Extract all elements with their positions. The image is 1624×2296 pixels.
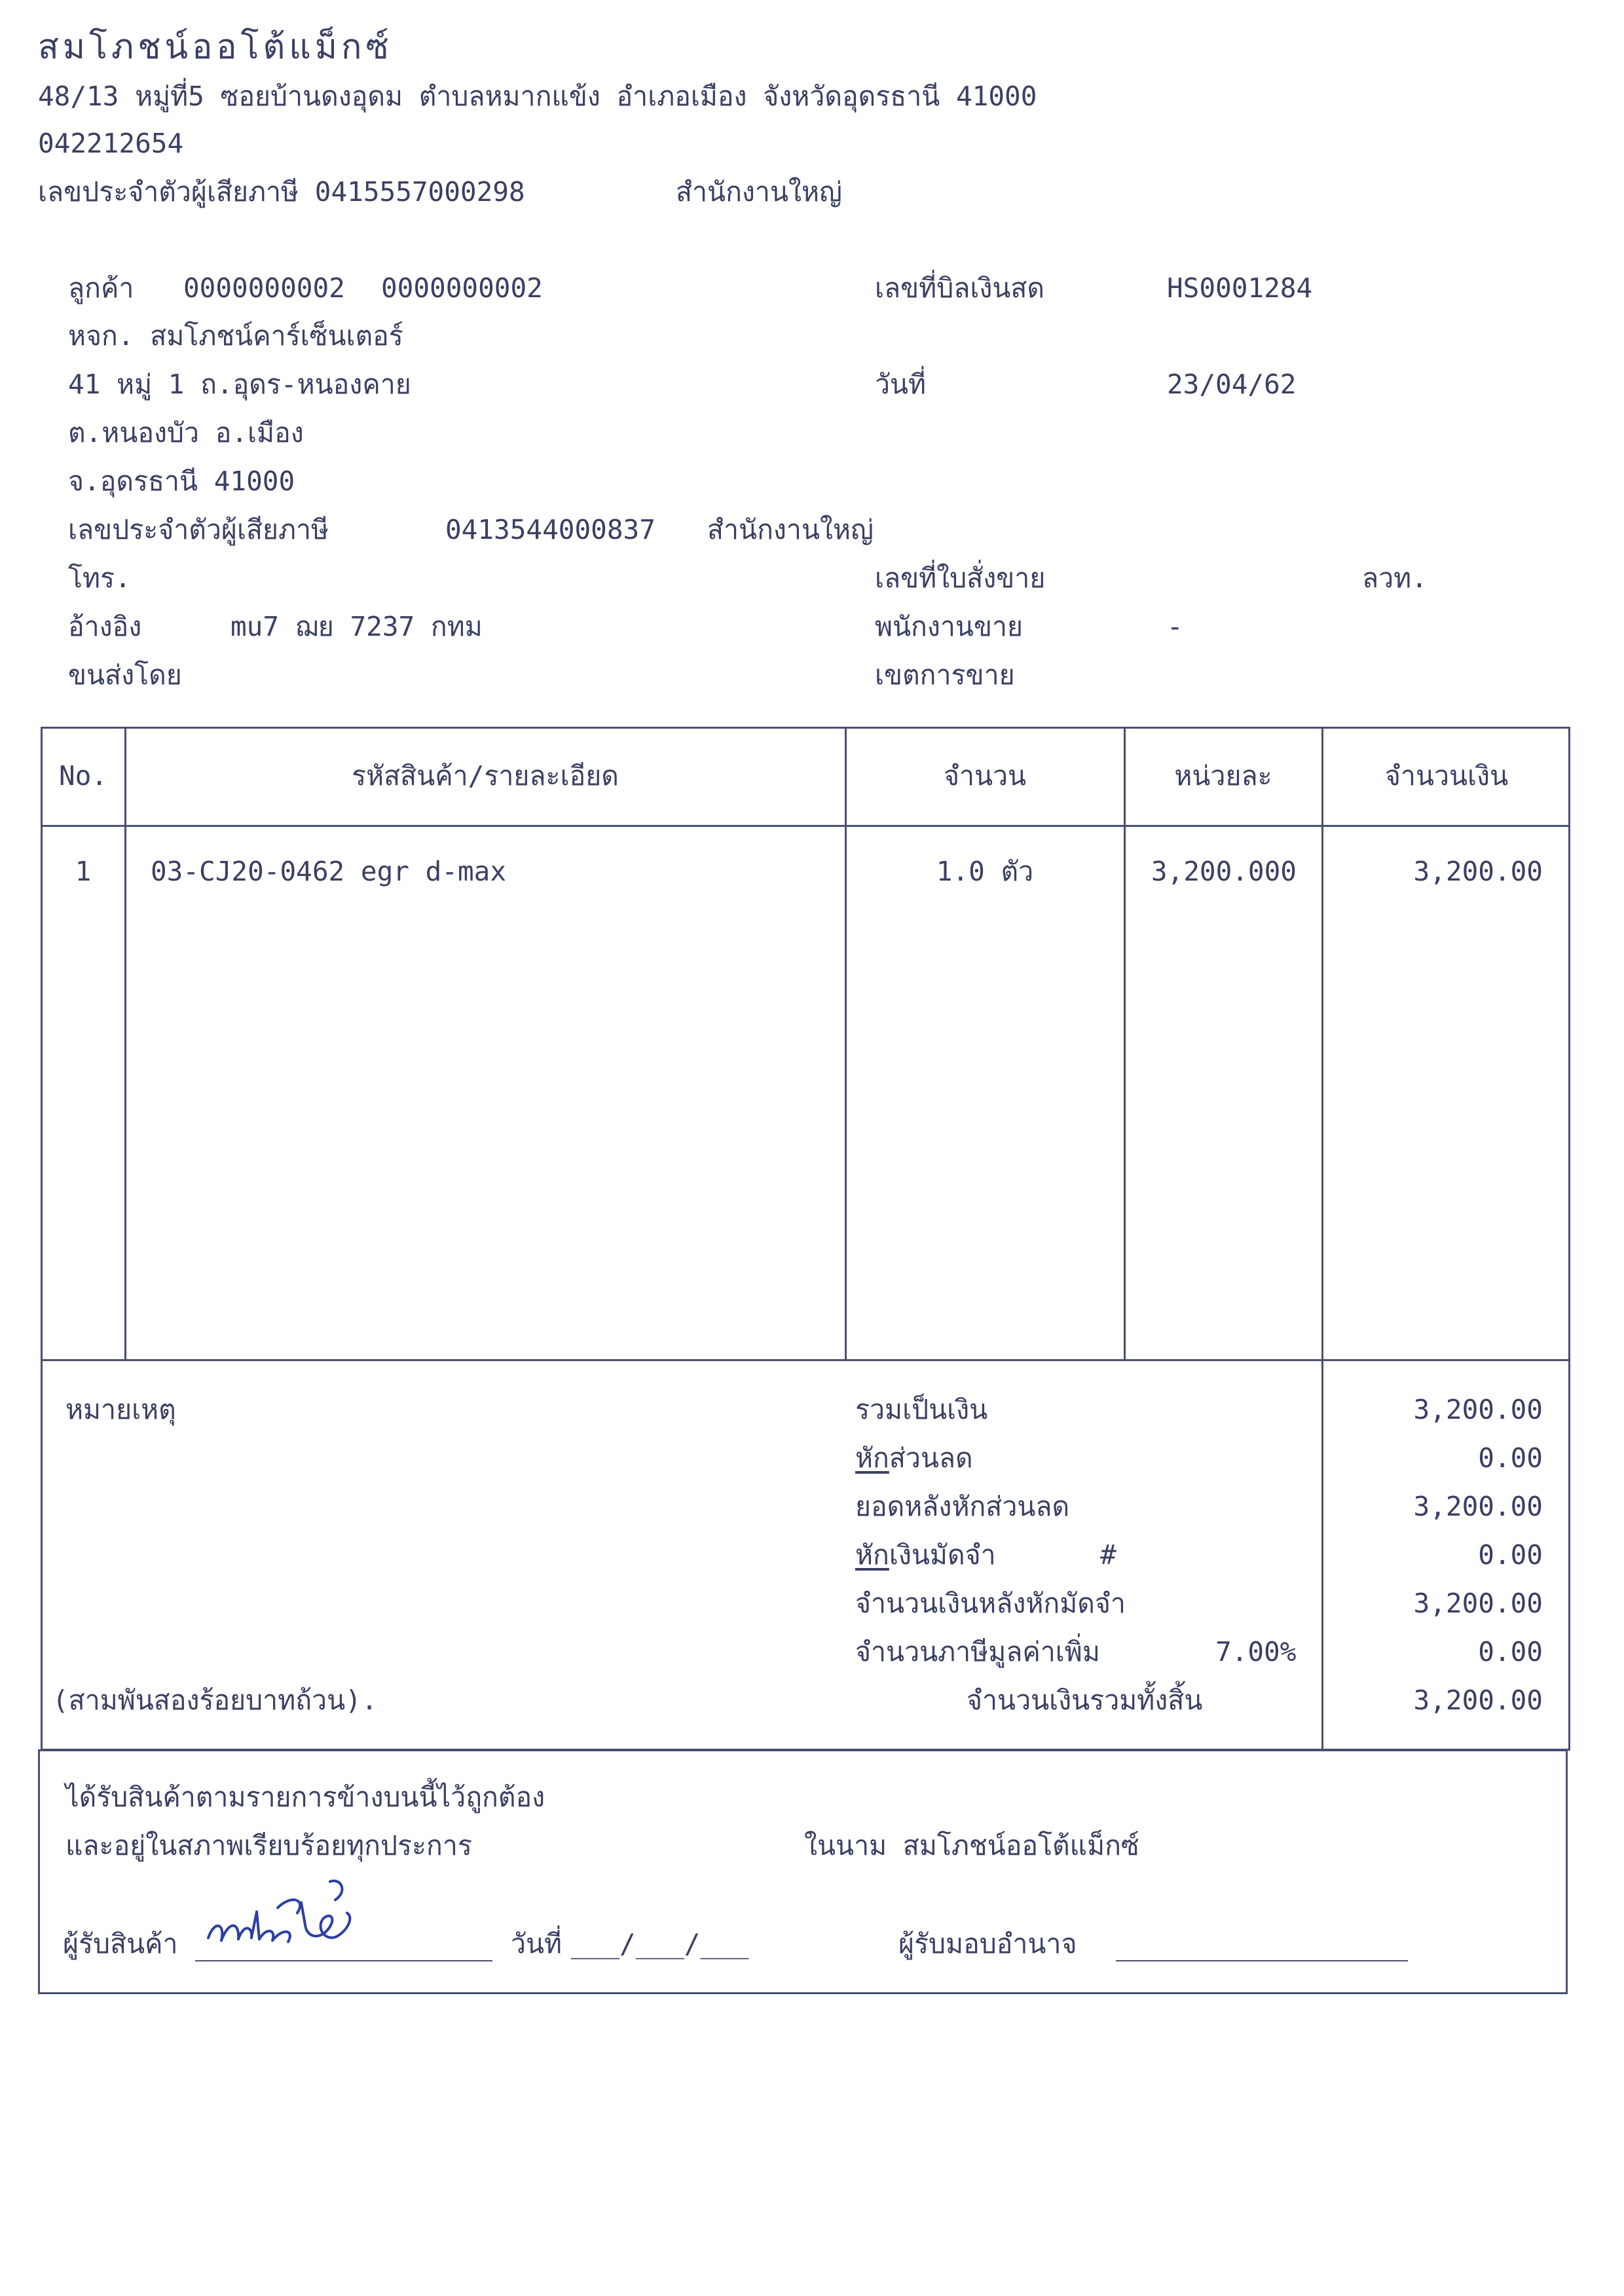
- discount-label-text: ส่วนลด: [889, 1442, 973, 1474]
- deposit-mark: #: [1100, 1539, 1116, 1571]
- customer-code-1: 0000000002: [183, 272, 345, 304]
- receive-date-blank: ___/___/___: [571, 1928, 749, 1959]
- header-item: รหัสสินค้า/รายละเอียด: [352, 760, 619, 792]
- customer-ref-value: mu7 ฌย 7237 กทม: [231, 611, 483, 642]
- customer-label: ลูกค้า: [68, 272, 134, 304]
- subtotal-label: รวมเป็นเงิน: [855, 1394, 988, 1425]
- grand-total-label: จำนวนเงินรวมทั้งสิ้น: [967, 1685, 1203, 1716]
- discount-label-prefix: หัก: [855, 1442, 889, 1474]
- customer-address-3: จ.อุดรธานี 41000: [68, 465, 295, 497]
- row-1-qty: 1.0 ตัว: [936, 856, 1034, 887]
- sales-order-label: เลขที่ใบสั่งขาย: [875, 562, 1046, 594]
- customer-address-2: ต.หนองบัว อ.เมือง: [68, 417, 304, 448]
- customer-ship-label: ขนส่งโดย: [68, 659, 182, 691]
- salesperson-label: พนักงานขาย: [875, 611, 1024, 642]
- sales-order-extra: ลวท.: [1362, 562, 1428, 594]
- sales-zone-label: เขตการขาย: [875, 659, 1015, 691]
- after-deposit-value: 3,200.00: [1413, 1588, 1543, 1619]
- table-header-divider: [41, 825, 1570, 827]
- col-divider-qty: [1124, 727, 1126, 1360]
- received-line-1: ได้รับสินค้าตามรายการข้างบนนี้ไว้ถูกต้อง: [65, 1781, 545, 1813]
- discount-value: 0.00: [1478, 1442, 1543, 1474]
- discount-label: [855, 1442, 973, 1474]
- amount-in-words: (สามพันสองร้อยบาทถ้วน).: [52, 1685, 378, 1716]
- customer-name: หจก. สมโภชน์คาร์เซ็นเตอร์: [68, 320, 403, 352]
- row-1-item: 03-CJ20-0462 egr d-max: [151, 856, 507, 887]
- after-discount-label: ยอดหลังหักส่วนลด: [855, 1491, 1070, 1522]
- bill-date: 23/04/62: [1167, 369, 1297, 400]
- authorized-signature-line: [1116, 1960, 1408, 1961]
- receiver-label: ผู้รับสินค้า: [63, 1928, 178, 1959]
- header-no: No.: [58, 760, 108, 792]
- deposit-label: [855, 1539, 996, 1571]
- company-name: สมโภชน์ออโต้แม็กซ์: [38, 27, 393, 67]
- header-amount: จำนวนเงิน: [1384, 760, 1509, 792]
- vat-rate: 7.00%: [1215, 1636, 1297, 1667]
- bill-number-label: เลขที่บิลเงินสด: [875, 272, 1045, 304]
- customer-ref-label: อ้างอิง: [68, 611, 142, 642]
- customer-code-2: 0000000002: [381, 272, 543, 304]
- company-address: 48/13 หมู่ที่5 ซอยบ้านดงอุดม ตำบลหมากแข้ง อำเภอเมือง จังหวัดอุดรธานี 41000: [38, 81, 1037, 112]
- row-1-no: 1: [75, 856, 92, 887]
- col-divider-item: [845, 727, 847, 1360]
- subtotal-value: 3,200.00: [1413, 1394, 1543, 1425]
- authorized-label: ผู้รับมอบอำนาจ: [898, 1928, 1077, 1959]
- customer-address-1: 41 หมู่ 1 ถ.อุดร-หนองคาย: [68, 369, 411, 400]
- after-discount-value: 3,200.00: [1413, 1491, 1543, 1522]
- on-behalf: ในนาม สมโภชน์ออโต้แม็กซ์: [804, 1830, 1139, 1861]
- deposit-value: 0.00: [1478, 1539, 1543, 1571]
- receive-date-label: วันที่: [511, 1928, 563, 1959]
- company-tax-id: เลขประจำตัวผู้เสียภาษี 0415557000298: [38, 176, 525, 208]
- customer-tax-label: เลขประจำตัวผู้เสียภาษี: [68, 514, 329, 545]
- salesperson-value: -: [1167, 611, 1183, 642]
- after-deposit-label: จำนวนเงินหลังหักมัดจำ: [855, 1588, 1126, 1619]
- received-line-2: และอยู่ในสภาพเรียบร้อยทุกประการ: [65, 1830, 472, 1861]
- customer-tax-id: 0413544000837: [445, 514, 655, 545]
- table-body-divider: [41, 1359, 1570, 1361]
- bill-date-label: วันที่: [875, 369, 927, 400]
- deposit-label-text: เงินมัดจำ: [889, 1539, 996, 1571]
- row-1-amount: 3,200.00: [1413, 856, 1543, 887]
- company-phone: 042212654: [38, 128, 184, 159]
- customer-branch: สำนักงานใหญ่: [707, 514, 874, 545]
- company-branch: สำนักงานใหญ่: [676, 176, 842, 208]
- col-divider-no: [124, 727, 126, 1360]
- receiver-signature: [196, 1865, 393, 1963]
- vat-label: จำนวนภาษีมูลค่าเพิ่ม: [855, 1636, 1100, 1667]
- header-qty: จำนวน: [943, 760, 1027, 792]
- header-unit-price: หน่วยละ: [1174, 760, 1272, 792]
- vat-value: 0.00: [1478, 1636, 1543, 1667]
- row-1-unit-price: 3,200.000: [1151, 856, 1297, 887]
- bill-number: HS0001284: [1167, 272, 1313, 304]
- grand-total-value: 3,200.00: [1413, 1685, 1543, 1716]
- customer-phone-label: โทร.: [68, 562, 131, 594]
- deposit-label-prefix: หัก: [855, 1539, 889, 1571]
- remark-label: หมายเหตุ: [65, 1394, 176, 1425]
